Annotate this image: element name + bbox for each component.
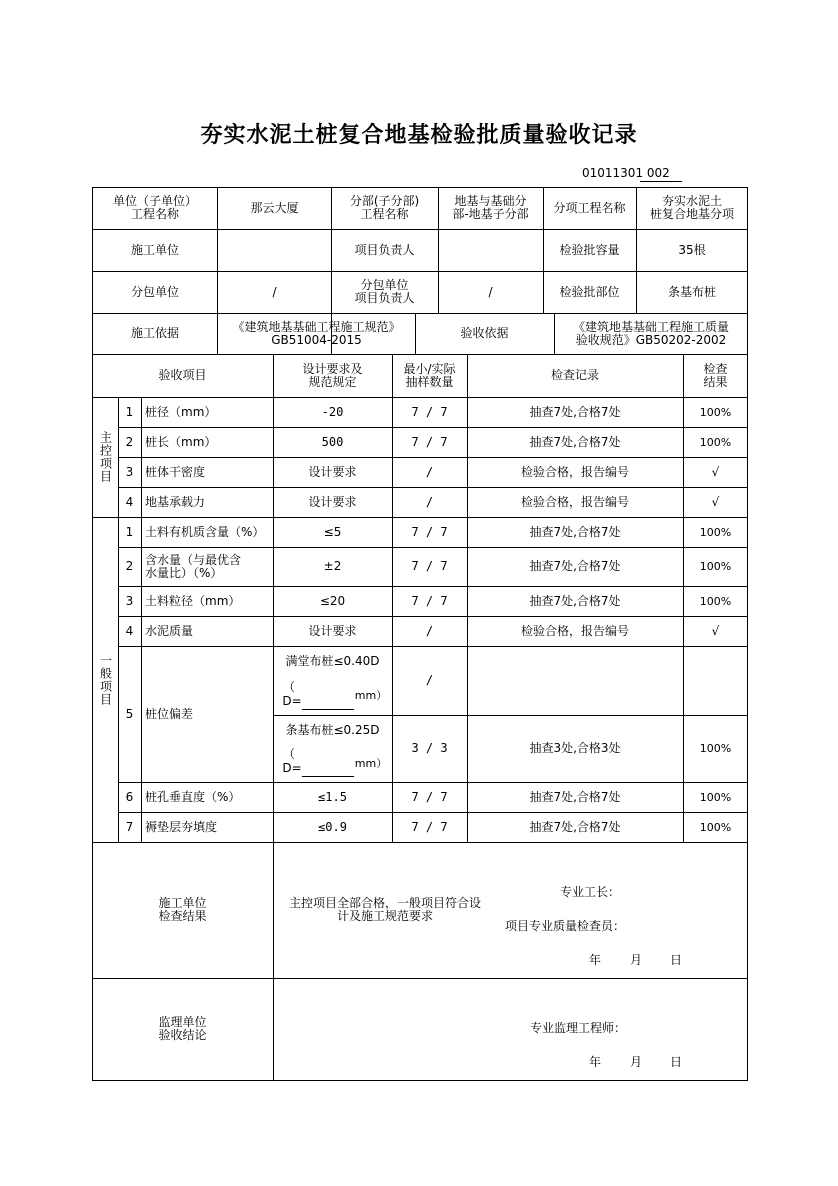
item-name: 土料有机质含量（%）: [145, 524, 265, 539]
subcontractor-pm-label: 分包单位 项目负责人: [354, 278, 415, 305]
full-layout-record: [467, 646, 683, 715]
document-number-suffix: 002: [646, 166, 670, 180]
acceptance-basis-label: 验收依据: [460, 326, 509, 340]
item-sample-count: 7 / 7: [411, 819, 448, 834]
item-design-requirement: ≤1.5: [318, 789, 347, 804]
full-layout-d-blank: [302, 709, 354, 710]
full-layout-sample: /: [425, 673, 434, 687]
item-name: 地基承载力: [145, 494, 206, 509]
project-manager-label: 项目负责人: [354, 242, 415, 257]
item-number: 3: [125, 593, 134, 608]
construction-basis-label: 施工依据: [130, 326, 179, 340]
full-layout-result: [683, 646, 748, 715]
item-check-record: 抽查7处,合格7处: [529, 434, 621, 449]
item-check-result: 100%: [699, 405, 732, 419]
construction-date-month: 月: [629, 952, 642, 967]
item-number: 7: [125, 819, 134, 834]
item-design-requirement: ≤5: [323, 524, 342, 539]
item-sample-count: 7 / 7: [411, 593, 448, 608]
item-design-requirement: ±2: [323, 559, 342, 573]
supervision-label: 监理单位 验收结论: [158, 1015, 207, 1042]
unit-name-label: 单位（子单位） 工程名称: [112, 194, 197, 221]
item-number: 2: [125, 434, 134, 449]
item-design-requirement: -20: [321, 404, 344, 419]
item-sample-count: /: [425, 494, 434, 509]
builder-label: 施工单位: [130, 242, 179, 257]
column-header-design: 设计要求及 规范规定: [302, 361, 363, 389]
page-title: 夯实水泥土桩复合地基检验批质量验收记录: [200, 122, 638, 148]
batch-capacity-value: 35根: [678, 242, 706, 257]
quality-inspector-signature-label: 项目专业质量检查员：: [505, 918, 626, 933]
item-name: 桩位偏差: [145, 706, 194, 721]
item-design-requirement: ≤0.9: [318, 819, 347, 834]
item-number: 6: [125, 789, 134, 804]
batch-location-value: 条基布桩: [667, 284, 716, 299]
full-layout-unit: mm）: [354, 688, 388, 702]
full-layout-d-label: D=: [282, 693, 302, 708]
item-check-record: 抽查7处,合格7处: [529, 559, 621, 573]
column-header-sample: 最小/实际 抽样数量: [403, 361, 456, 389]
item-sample-count: 7 / 7: [411, 524, 448, 539]
item-design-requirement: 设计要求: [308, 494, 357, 509]
part-name-value: 地基与基础分 部-地基子分部: [452, 194, 529, 221]
strip-layout-open-paren: （: [282, 746, 295, 761]
item-name: 土料粒径（mm）: [145, 593, 241, 608]
item-check-result: 100%: [699, 820, 732, 834]
item-name: 褥垫层夯填度: [145, 819, 218, 834]
item-sample-count: /: [425, 623, 434, 638]
construction-check-label: 施工单位 检查结果: [158, 896, 207, 923]
item-check-record: 检验合格，报告编号: [520, 464, 629, 479]
item-number: 4: [125, 494, 134, 509]
subcontractor-value: /: [272, 284, 277, 299]
item-check-result: 100%: [699, 594, 732, 608]
construction-date-day: 日: [669, 952, 682, 967]
item-number: 1: [125, 404, 134, 419]
batch-capacity-label: 检验批容量: [559, 242, 620, 257]
supervision-engineer-signature-label: 专业监理工程师：: [530, 1020, 627, 1035]
part-name-label: 分部(子分部) 工程名称: [349, 194, 420, 221]
item-number: 3: [125, 464, 134, 479]
item-sample-count: 7 / 7: [411, 434, 448, 449]
item-check-result: 100%: [699, 560, 732, 573]
check-mark-icon: √: [711, 464, 720, 479]
construction-check-conclusion: 主控项目全部合格，一般项目符合设 计及施工规范要求: [288, 896, 481, 923]
item-check-record: 抽查7处,合格7处: [529, 404, 621, 419]
strip-layout-result: 100%: [699, 742, 732, 755]
unit-name-value: 那云大厦: [250, 200, 299, 215]
sub-item-value: 夯实水泥土 桩复合地基分项: [649, 194, 734, 221]
item-sample-count: 7 / 7: [411, 559, 448, 573]
item-check-record: 检验合格，报告编号: [520, 623, 629, 638]
item-design-requirement: 设计要求: [308, 464, 357, 479]
document-number: 01011301 002: [582, 166, 670, 180]
item-check-result: 100%: [699, 790, 732, 804]
strip-layout-d-label: D=: [282, 760, 302, 775]
full-layout-label: 满堂布桩≤0.40D: [285, 653, 380, 668]
supervision-date-year: 年: [588, 1054, 601, 1069]
strip-layout-label: 条基布桩≤0.25D: [285, 722, 380, 737]
foreman-signature-label: 专业工长：: [560, 884, 621, 899]
supervision-date-day: 日: [669, 1054, 682, 1069]
item-name: 水泥质量: [145, 623, 194, 638]
item-number: 5: [125, 706, 134, 721]
item-check-record: 抽查7处,合格7处: [529, 789, 621, 804]
supervision-date-month: 月: [629, 1054, 642, 1069]
strip-layout-unit: mm）: [354, 756, 388, 770]
full-layout-open-paren: （: [282, 679, 295, 694]
strip-layout-record: 抽查3处,合格3处: [529, 741, 621, 755]
strip-layout-sample: 3 / 3: [411, 741, 448, 755]
construction-basis-value: 《建筑地基基础工程施工规范》 GB51004-2015: [232, 319, 401, 347]
item-sample-count: 7 / 7: [411, 789, 448, 804]
item-name: 桩孔垂直度（%）: [145, 789, 241, 804]
main-control-group-label: 主控项目: [98, 431, 113, 483]
item-sample-count: 7 / 7: [411, 404, 448, 419]
item-number: 1: [125, 524, 134, 539]
item-check-record: 检验合格，报告编号: [520, 494, 629, 509]
project-manager-value: [438, 229, 543, 271]
column-header-item: 验收项目: [158, 368, 207, 382]
column-header-result: 检查 结果: [703, 361, 728, 389]
general-group-label: 一般项目: [98, 653, 113, 706]
subcontractor-pm-value: /: [488, 284, 493, 299]
column-header-record: 检查记录: [550, 368, 599, 382]
item-check-record: 抽查7处,合格7处: [529, 524, 621, 539]
item-check-result: 100%: [699, 435, 732, 449]
item-name: 桩长（mm）: [145, 434, 217, 449]
item-number: 4: [125, 623, 134, 638]
item-name: 桩体干密度: [145, 464, 206, 479]
item-name: 桩径（mm）: [145, 404, 217, 419]
item-design-requirement: 500: [321, 434, 344, 449]
acceptance-basis-value: 《建筑地基基础工程施工质量 验收规范》GB50202-2002: [572, 319, 729, 347]
construction-date-year: 年: [588, 952, 601, 967]
sub-item-label: 分项工程名称: [553, 200, 626, 215]
item-number: 2: [125, 559, 134, 573]
item-design-requirement: ≤20: [319, 593, 346, 608]
item-design-requirement: 设计要求: [308, 623, 357, 638]
batch-location-label: 检验批部位: [559, 284, 620, 299]
item-name: 含水量（与最优含 水量比）（%）: [145, 552, 242, 580]
check-mark-icon: √: [711, 494, 720, 509]
item-sample-count: /: [425, 464, 434, 479]
item-check-record: 抽查7处,合格7处: [529, 593, 621, 608]
strip-layout-d-blank: [302, 776, 354, 777]
subcontractor-label: 分包单位: [130, 284, 179, 299]
item-check-result: 100%: [699, 525, 732, 539]
check-mark-icon: √: [711, 623, 720, 638]
builder-value: [218, 229, 331, 271]
item-check-record: 抽查7处,合格7处: [529, 819, 621, 834]
